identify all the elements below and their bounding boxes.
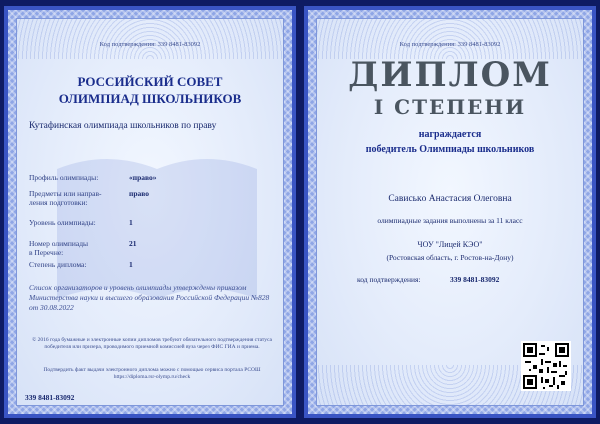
field-label-profile: Профиль олимпиады: [29, 173, 99, 182]
guilloche-pattern [17, 19, 283, 59]
qr-code [521, 341, 571, 391]
diploma-title: ДИПЛОМ [348, 55, 552, 95]
field-label-list-number: Номер олимпиады в Перечне: [29, 239, 89, 257]
code-value: 339 8481-83092 [450, 275, 500, 284]
awarded-text: награждается [418, 129, 482, 140]
council-title-line1: РОССИЙСКИЙ СОВЕТ [77, 74, 223, 89]
diploma-left-page [4, 6, 296, 418]
field-value-level: 1 [129, 218, 133, 227]
field-label-level: Уровень олимпиады: [29, 218, 96, 227]
confirmation-code-top: Код подтверждения: 339 8481-83092 [99, 41, 201, 48]
field-label-degree: Степень диплома: [29, 260, 87, 269]
field-value-list-number: 21 [129, 239, 137, 248]
field-value-subjects: право [129, 189, 149, 198]
field-value-profile: «право» [129, 173, 157, 182]
olympiad-name: Кутафинская олимпиада школьников по праву [29, 121, 217, 131]
order-note: Список организаторов и уровень олимпиады утверждены приказом Министерства науки и высшего образования Российской Федерации №828 от 30.08.2022 [29, 283, 270, 312]
school-region: (Ростовская область, г. Ростов-на-Дону) [386, 253, 514, 262]
confirmation-code-bottom: 339 8481-83092 [25, 393, 75, 402]
school-name: ЧОУ "Лицей КЭО" [417, 240, 483, 249]
code-label: код подтверждения: [357, 275, 421, 284]
field-value-degree: 1 [129, 260, 133, 269]
guilloche-pattern [317, 19, 583, 59]
tasks-text: олимпиадные задания выполнены за 11 класс [377, 216, 523, 225]
field-label-subjects: Предметы или направ- ления подготовки: [29, 189, 102, 207]
diploma-degree: I СТЕПЕНИ [373, 95, 527, 119]
right-page-content [316, 18, 584, 406]
winner-text: победитель Олимпиады школьников [365, 144, 535, 155]
recipient-name: Сависькo Анастасия Олеговна [388, 194, 512, 204]
legal-note: © 2016 года бумажные и электронные копии дипломов требуют обязательного подтверждения статуса победителя или призера, проводимого приемной комиссией вуза через ФИС ГИА и приема. [32, 337, 272, 350]
left-page-content [16, 18, 284, 406]
verify-note: Подтвердить факт выдачи электронного диплома можно с помощью сервиса портала РСОШ https://diploma.rsr-olymp.ru/check [43, 367, 261, 380]
diploma-right-page [304, 6, 596, 418]
council-title-line2: ОЛИМПИАД ШКОЛЬНИКОВ [58, 91, 242, 106]
confirmation-code-top: Код подтверждения: 339 8481-83092 [399, 41, 501, 48]
